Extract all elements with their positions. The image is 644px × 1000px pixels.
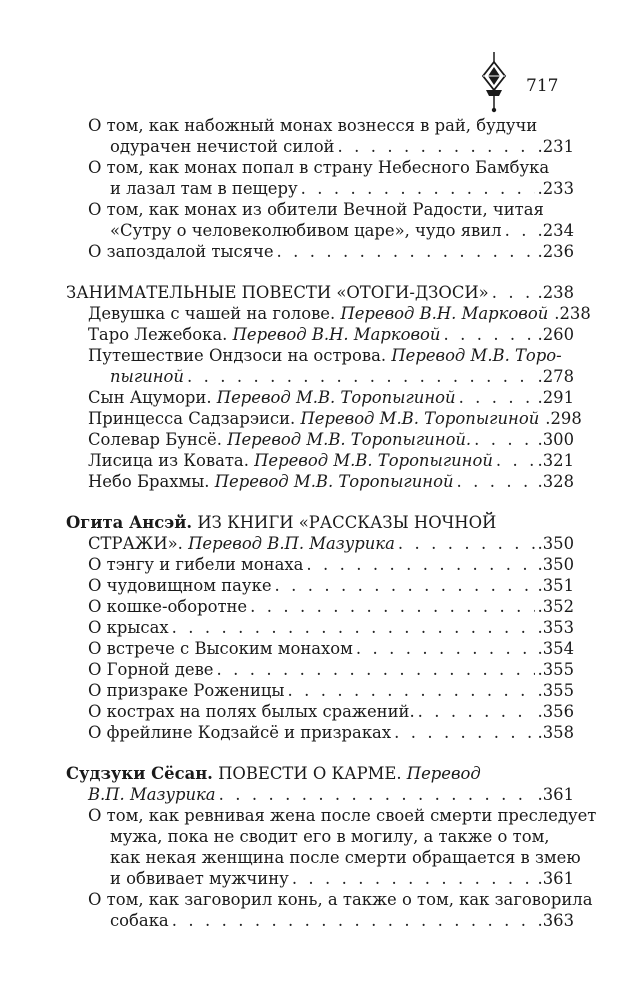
entry-page: .358 [537,723,574,742]
entry-title-cont: мужа, пока не сводит его в могилу, а также о том, [110,827,550,846]
entry-title: О встрече с Высоким монахом [88,639,353,658]
section-title: ПОВЕСТИ О КАРМЕ. [218,764,402,783]
dot-leader [217,659,535,680]
table-of-contents [66,115,597,931]
toc-entry[interactable] [66,701,574,722]
entry-title: Таро Лежебока. [88,325,228,344]
entry-title: О том, как монах из обители Вечной Радости, читая [88,200,544,219]
toc-entry[interactable] [66,345,574,387]
section-title: ЗАНИМАТЕЛЬНЫЕ ПОВЕСТИ «ОТОГИ-ДЗОСИ» [66,283,489,302]
entry-translator: Перевод М.В. Торопыгиной [254,451,493,470]
entry-title: Путешествие Ондзоси на острова. [88,346,387,365]
entry-page: .236 [537,242,574,261]
dot-leader [275,575,535,596]
dot-leader [287,680,534,701]
entry-page: .278 [537,367,574,386]
toc-entry[interactable] [66,408,582,429]
entry-page: .328 [537,472,574,491]
toc-section[interactable] [66,763,574,805]
dot-leader [398,533,535,554]
dot-leader [337,136,534,157]
toc-entry[interactable] [66,680,574,701]
entry-title: Лисица из Ковата. [88,451,249,470]
entry-title: О том, как заговорил конь, а также о том, как заговорила [88,890,593,909]
entry-title-cont: как некая женщина после смерти обращается в змею [110,848,581,867]
entry-page: .352 [537,597,574,616]
toc-entry[interactable] [66,575,574,596]
entry-title: О тэнгу и гибели монаха [88,555,304,574]
entry-translator: Перевод М.В. Торопыгиной. [227,430,472,449]
section-translator: Перевод [406,764,481,783]
entry-page: .321 [537,451,574,470]
dot-leader [443,324,534,345]
entry-page: .355 [537,681,574,700]
dot-leader [219,784,535,805]
entry-page: .354 [537,639,574,658]
entry-title-cont: и лазал там в пещеру [110,179,298,198]
entry-title: О том, как ревнивая жена после своей смерти преследует [88,806,597,825]
entry-title: О чудовищном пауке [88,576,272,595]
entry-translator: Перевод М.В. Торопыгиной [300,409,540,428]
entry-title-cont: «Сутру о человеколюбивом царе», чудо явил [110,221,502,240]
entry-page: .353 [537,618,574,637]
entry-translator: Перевод М.В. Торо- [391,346,562,365]
toc-entry[interactable] [66,115,574,157]
entry-translator: Перевод В.Н. Марковой [340,304,549,323]
dot-leader [301,178,535,199]
toc-entry[interactable] [66,199,574,241]
toc-entry[interactable] [66,722,574,743]
entry-title: Девушка с чашей на голове. [88,304,336,323]
toc-entry[interactable] [66,241,574,262]
toc-entry[interactable] [66,324,574,345]
entry-page: .291 [537,388,574,407]
toc-entry[interactable] [66,554,574,575]
dot-leader [457,471,535,492]
entry-page: .298 [545,409,582,428]
entry-translator: Перевод М.В. Торопыгиной [214,472,454,491]
dot-leader [496,450,535,471]
dot-leader [394,722,534,743]
section-page: .361 [537,785,574,804]
entry-page: .233 [537,179,574,198]
dot-leader [172,910,535,931]
section-translator-cont: В.П. Мазурика [88,785,216,804]
entry-page: .355 [537,660,574,679]
section-title-cont: СТРАЖИ». [88,534,183,553]
dot-leader [459,387,535,408]
toc-entry[interactable] [66,429,574,450]
entry-title-cont: собака [110,911,169,930]
toc-entry[interactable] [66,450,574,471]
entry-page: .231 [537,137,574,156]
dot-leader [277,241,535,262]
entry-title: О кострах на полях былых сражений. [88,702,415,721]
entry-translator: Перевод В.Н. Марковой [232,325,441,344]
dot-leader [505,220,535,241]
toc-entry[interactable] [66,617,574,638]
entry-title: Небо Брахмы. [88,472,210,491]
toc-entry[interactable] [66,659,574,680]
section-translator: Перевод В.П. Мазурика [188,534,395,553]
section-author: Огита Ансэй. [66,513,193,532]
entry-translator: Перевод М.В. Торопыгиной [216,388,456,407]
toc-entry[interactable] [66,303,591,324]
entry-title: О кошке-оборотне [88,597,248,616]
entry-title: О том, как набожный монах вознесся в рай, будучи [88,116,538,135]
section-title: ИЗ КНИГИ «РАССКАЗЫ НОЧНОЙ [197,513,497,532]
entry-page: .350 [537,555,574,574]
dot-leader [418,701,535,722]
lantern-ornament-icon [479,52,509,114]
entry-title: О призраке Роженицы [88,681,285,700]
dot-leader [306,554,534,575]
toc-entry[interactable] [66,157,574,199]
entry-title: О том, как монах попал в страну Небесного Бамбука [88,158,550,177]
dot-leader [292,868,535,889]
entry-title-cont: одурачен нечистой силой [110,137,335,156]
entry-title: О Горной деве [88,660,214,679]
entry-page: .234 [537,221,574,240]
dot-leader [474,429,534,450]
toc-entry[interactable] [66,596,574,617]
section-author: Судзуки Сёсан. [66,764,213,783]
entry-translator-cont: пыгиной [110,367,184,386]
toc-entry[interactable] [66,387,574,408]
entry-page: .351 [537,576,574,595]
toc-entry[interactable] [66,889,593,931]
entry-title: О фрейлине Кодзайсё и призраках [88,723,392,742]
entry-title: Сын Ацумори. [88,388,212,407]
entry-page: .300 [537,430,574,449]
dot-leader [250,596,534,617]
toc-entry[interactable] [66,638,574,659]
entry-title: Принцесса Садзарэиси. [88,409,296,428]
dot-leader [187,366,535,387]
toc-section[interactable] [66,282,574,303]
dot-leader [492,282,535,303]
page-number: 717 [526,76,559,96]
toc-entry[interactable] [66,471,574,492]
section-page: .238 [537,283,574,302]
entry-title: О крысах [88,618,169,637]
dot-leader [172,617,535,638]
entry-title-cont: и обвивает мужчину [110,869,289,888]
entry-title: Солевар Бунсё. [88,430,222,449]
section-page: .350 [537,534,574,553]
entry-page: .361 [537,869,574,888]
toc-section[interactable] [66,512,574,554]
entry-page: .356 [537,702,574,721]
entry-title: О запоздалой тысяче [88,242,274,261]
toc-entry[interactable] [66,805,597,889]
entry-page: .363 [537,911,574,930]
entry-page: .260 [537,325,574,344]
entry-page: .238 [554,304,591,323]
dot-leader [356,638,535,659]
